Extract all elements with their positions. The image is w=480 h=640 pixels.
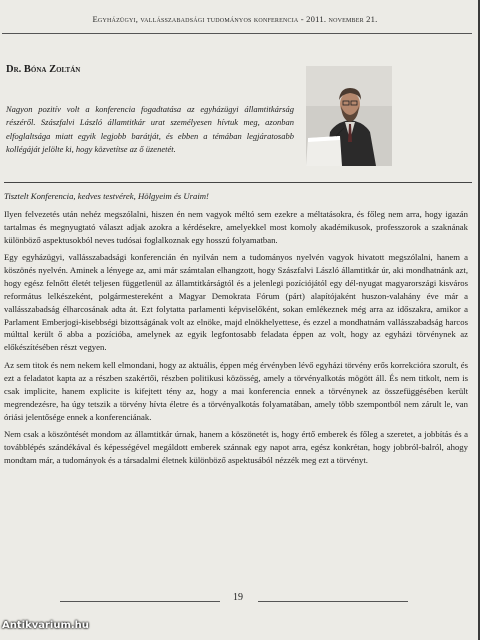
author-photo (306, 66, 392, 166)
paragraph-4: Nem csak a köszöntését mondom az államtitkár úrnak, hanem a köszönetét is, hogy értő emberek és főleg a szeretet, a jobbítás és a továbblépés szándékával és képességével megáldott emberek szánnak egy napot arra, egész konkrétan, hogy jobbról-balról, ahogy mondtam már, a tudományok és a társadalmi életnek különböző aspektusából nézzék meg ezt a törvényt. (4, 429, 468, 466)
running-head: Egyházügyi, vallásszabadsági tudományos konferencia - 2011. november 21. (92, 14, 378, 24)
footer-rule-left (60, 601, 220, 602)
paragraph-1: Ilyen felvezetés után nehéz megszólalni, hiszen én nem vagyok méltó sem ezekre a méltatásokra, és főleg nem arra, hogy igazán tartalmas és megnyugtató választ adjak azokra a kérdésekre, amelyekkel most komoly akadémikusok, professzorok a szaknának különböző aspektusokból neves tudósai foglalkoznak egy hosszú folyamatban. (4, 208, 468, 245)
header-rule (2, 33, 472, 34)
paragraph-2: Egy egyházügyi, vallásszabadsági konferencián én nyilván nem a tudományos nyelvén vagyok hivatott megszólalni, hanem a köszönés nyelvén. Aminek a lényege az, ami már számtalan elhangzott, hogy Szászfalvi László államtitkár úr, aki mondhatnánk azt, hogy egész felnőtt életét teljesen függetlenül az államtitkárságtól és a jelenlegi pozíciójától egy dél-nyugat magyarországi kisváros református lelkészeként, polgármestereként a Magyar Demokrata Fórum (párt) alapítójaként huszon-valahány éve már a vallásszabadság élharcosának adta át. Ezt folytatta parlamenti képviselőként, sokan emlékeznek még arra az időszakra, amikor a Parlament Emberjogi-kisebbségi bizottságának volt az elnöke, majd elnökhelyettese, és ezzel a mondhatnám vallásszabadság harcos múlttal került ő abba a pozícióba, amelynek az egyik legfontosabb feladata éppen az volt, hogy az egyházi törvénynek az előkészítésében részt vegyen. (4, 252, 468, 353)
intro-rule (4, 182, 472, 183)
speaker-photo-icon (306, 66, 392, 166)
paragraph-3: Az sem titok és nem nekem kell elmondani, hogy az aktuális, éppen még érvényben lévő egyházi törvény erős korrekcióra szorult, és ezt a feladatot kapta az a részben szakértői, részben politikusi közösség, amely a törvényalkotás mögött áll. És nem titkolt, nem is csak implicite, hanem explicite is kifejtett tény az, hogy a mai konferencia ennek a törvénynek az összefüggésében került megrendezésre, ha úgy tetszik a törvény hívta életre és a törvényalkotás folyamatában, amely több szempontból nem zárult le, van óriási jelentősége ennek a konferenciának. (4, 360, 468, 422)
page-number: 19 (233, 592, 243, 603)
body-text (4, 190, 468, 472)
salutation: Tisztelt Konferencia, kedves testvérek, Hölgyeim és Uraim! (4, 191, 209, 201)
watermark: Antikvarium.hu (2, 620, 89, 631)
intro-text: Nagyon pozitív volt a konferencia fogadtatása az egyházügyi államtitkárság részéről. Szászfalvi László államtitkár urat személyesen hívtuk meg, azonban elfoglaltsága miatt egyik legjobb barátját, és ebben a témában legjáratosabb kollégáját jelölte ki, hogy közvetítse az ő üzenetét. (6, 104, 294, 155)
footer-rule-right (258, 601, 408, 602)
author-name: Dr. Bóna Zoltán (6, 64, 81, 75)
